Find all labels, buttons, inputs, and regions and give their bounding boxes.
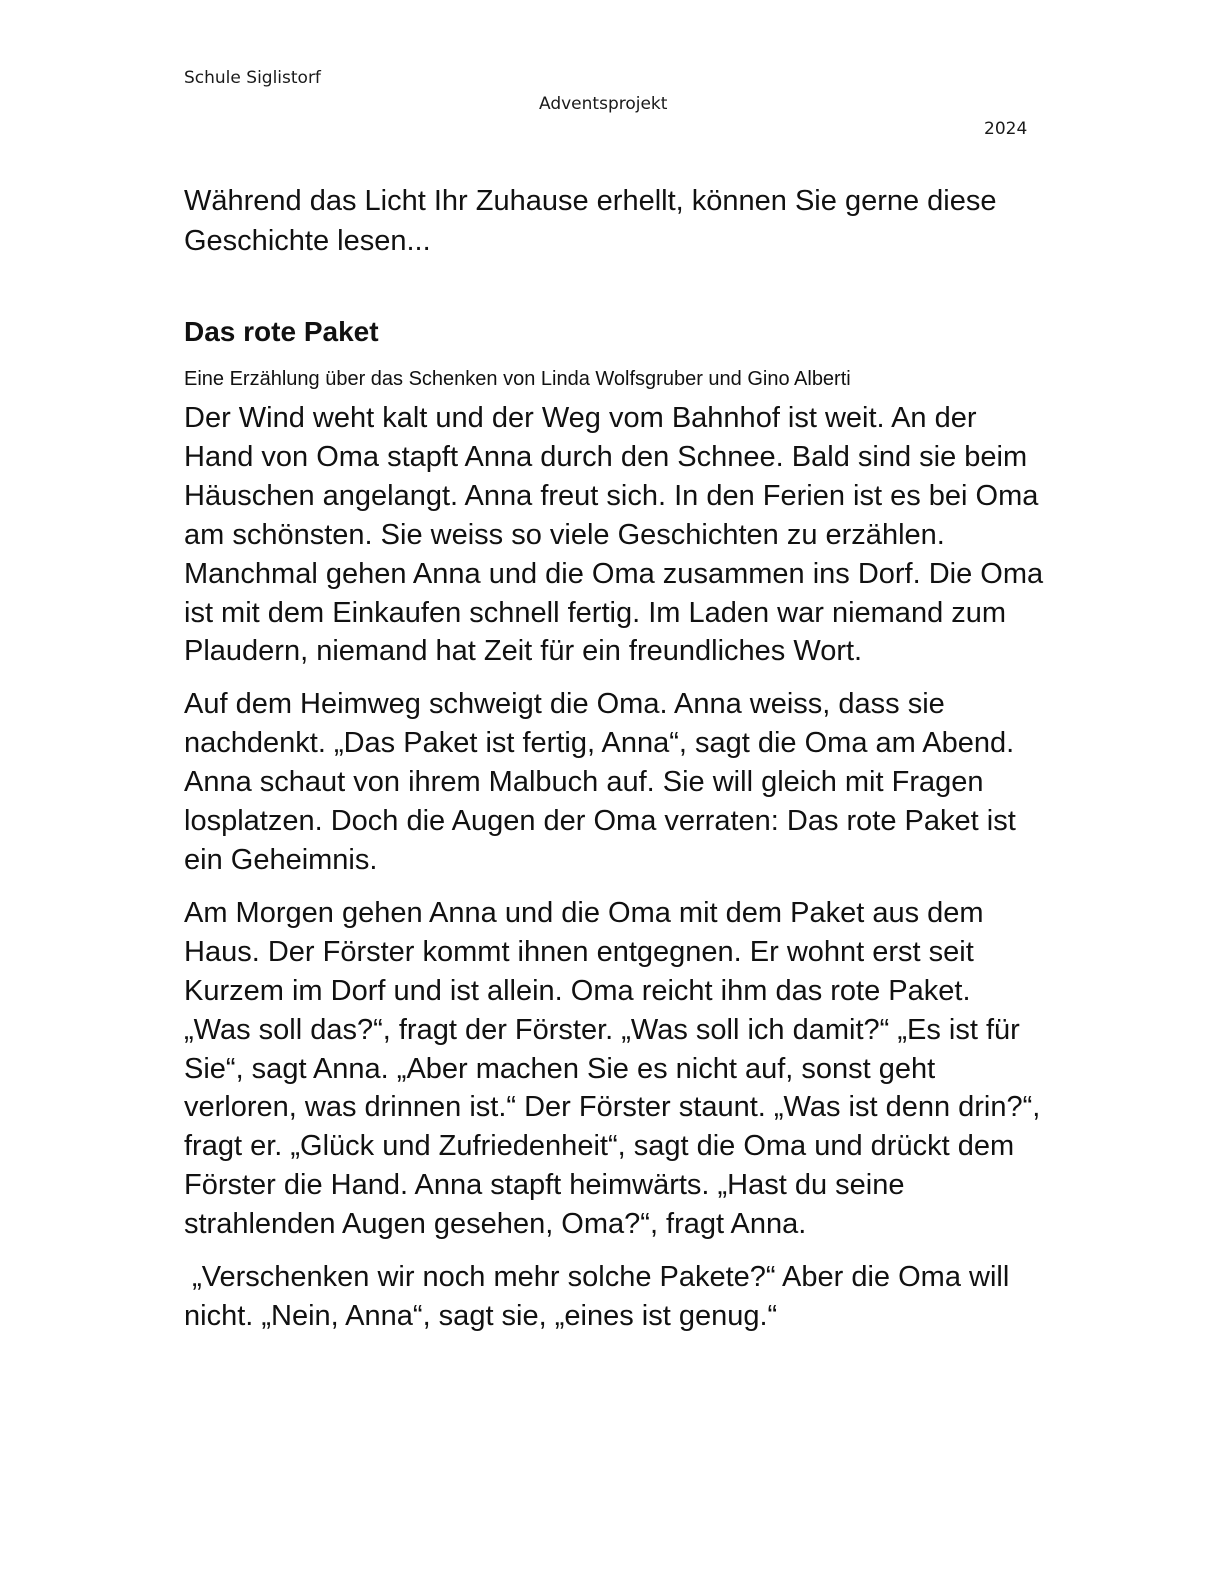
story-title: Das rote Paket — [184, 316, 379, 347]
story-paragraph: „Verschenken wir noch mehr solche Pakete?“ Aber die Oma will nicht. „Nein, Anna“, sagt sie, „eines ist genug.“ — [184, 1261, 1018, 1332]
document-body — [184, 182, 1044, 1336]
header-year: 2024 — [984, 119, 1028, 139]
header-project-title: Adventsprojekt — [539, 94, 668, 114]
story-paragraph: Am Morgen gehen Anna und die Oma mit dem Paket aus dem Haus. Der Förster kommt ihnen entgegnen. Er wohnt erst seit Kurzem im Dorf und ist allein. Oma reicht ihm das rote Paket. „Was soll das?“, fragt der Förster. „Was soll ich damit?“ „Es ist für Sie“, sagt Anna. „Aber machen Sie es nicht auf, sonst geht verloren, was drinnen ist.“ Der Förster staunt. „Was ist denn drin?“, fragt er. „Glück und Zufriedenheit“, sagt die Oma und drückt dem Förster die Hand. Anna stapft heimwärts. „Hast du seine strahlenden Augen gesehen, Oma?“, fragt Anna. — [184, 896, 1041, 1241]
story-paragraph: Der Wind weht kalt und der Weg vom Bahnhof ist weit. An der Hand von Oma stapft Anna durch den Schnee. Bald sind sie beim Häuschen angelangt. Anna freut sich. In den Ferien ist es bei Oma am schönsten. Sie weiss so viele Geschichten zu erzählen. Manchmal gehen Anna und die Oma zusammen ins Dorf. Die Oma ist mit dem Einkaufen schnell fertig. Im Laden war niemand zum Plaudern, niemand hat Zeit für ein freundliches Wort. — [184, 402, 1044, 668]
intro-text: Während das Licht Ihr Zuhause erhellt, können Sie gerne diese Geschichte lesen... — [184, 185, 997, 257]
story-paragraph: Auf dem Heimweg schweigt die Oma. Anna weiss, dass sie nachdenkt. „Das Paket ist fertig, Anna“, sagt die Oma am Abend. Anna schaut von ihrem Malbuch auf. Sie will gleich mit Fragen losplatzen. Doch die Augen der Oma verraten: Das rote Paket ist ein Geheimnis. — [184, 688, 1016, 876]
story-subtitle: Eine Erzählung über das Schenken von Linda Wolfsgruber und Gino Alberti — [184, 368, 851, 390]
header-school-name: Schule Siglistorf — [184, 68, 321, 88]
